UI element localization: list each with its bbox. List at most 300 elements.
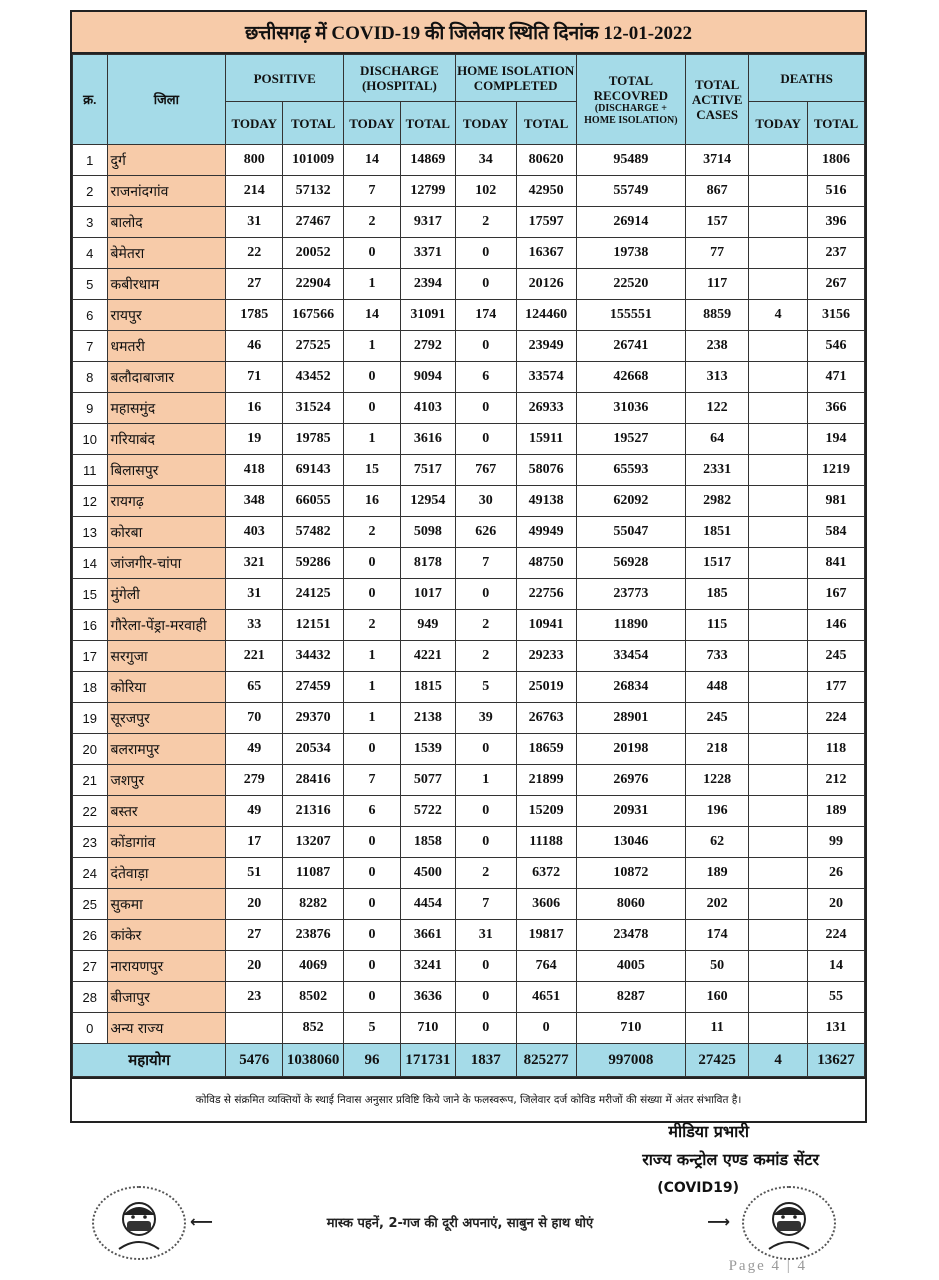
value-cell: 7 [344, 176, 401, 207]
serial-cell: 25 [73, 889, 108, 920]
value-cell: 471 [808, 362, 865, 393]
value-cell [749, 238, 808, 269]
value-cell: 238 [686, 331, 749, 362]
serial-cell: 19 [73, 703, 108, 734]
value-cell: 852 [283, 1013, 344, 1044]
district-cell: बेमेतरा [107, 238, 226, 269]
table-row [73, 827, 865, 858]
table-row [73, 703, 865, 734]
value-cell: 157 [686, 207, 749, 238]
value-cell: 115 [686, 610, 749, 641]
active-cases-header: TOTAL ACTIVE CASES [686, 55, 749, 145]
value-cell: 841 [808, 548, 865, 579]
value-cell: 25019 [516, 672, 576, 703]
value-cell: 4 [749, 300, 808, 331]
value-cell [749, 672, 808, 703]
table-row [73, 796, 865, 827]
value-cell: 3661 [400, 920, 455, 951]
value-cell [749, 796, 808, 827]
value-cell [749, 610, 808, 641]
recovered-header: TOTAL RECOVRED (DISCHARGE + HOME ISOLATION) [576, 55, 686, 145]
district-cell: कोरिया [107, 672, 226, 703]
value-cell: 3636 [400, 982, 455, 1013]
value-cell: 1815 [400, 672, 455, 703]
value-cell: 767 [455, 455, 516, 486]
value-cell: 1 [455, 765, 516, 796]
value-cell: 26763 [516, 703, 576, 734]
value-cell: 26914 [576, 207, 686, 238]
district-cell: बस्तर [107, 796, 226, 827]
district-cell: बलरामपुर [107, 734, 226, 765]
value-cell: 11188 [516, 827, 576, 858]
total-cell: 96 [344, 1044, 401, 1077]
value-cell [749, 207, 808, 238]
table-row [73, 455, 865, 486]
value-cell: 23773 [576, 579, 686, 610]
value-cell: 31524 [283, 393, 344, 424]
home-today-header: TODAY [455, 102, 516, 145]
value-cell: 57482 [283, 517, 344, 548]
mask-face-left-icon [92, 1186, 186, 1260]
district-cell: बीजापुर [107, 982, 226, 1013]
total-cell: 825277 [516, 1044, 576, 1077]
value-cell: 3241 [400, 951, 455, 982]
value-cell: 20 [226, 951, 283, 982]
serial-cell: 15 [73, 579, 108, 610]
value-cell: 30 [455, 486, 516, 517]
value-cell: 2 [455, 207, 516, 238]
value-cell: 16367 [516, 238, 576, 269]
value-cell: 710 [576, 1013, 686, 1044]
value-cell: 19738 [576, 238, 686, 269]
value-cell: 5 [455, 672, 516, 703]
value-cell: 221 [226, 641, 283, 672]
serial-cell: 1 [73, 145, 108, 176]
district-cell: बालोद [107, 207, 226, 238]
value-cell: 6 [344, 796, 401, 827]
value-cell: 0 [455, 827, 516, 858]
slogan-text: मास्क पहनें, 2-गज की दूरी अपनाएं, साबुन से हाथ धोएं [326, 1215, 594, 1231]
value-cell: 0 [344, 858, 401, 889]
value-cell: 20 [226, 889, 283, 920]
value-cell: 267 [808, 269, 865, 300]
value-cell: 19 [226, 424, 283, 455]
value-cell: 1 [344, 641, 401, 672]
value-cell [749, 548, 808, 579]
value-cell: 28901 [576, 703, 686, 734]
signature-line2: राज्य कन्ट्रोल एण्ड कमांड सेंटर [642, 1150, 819, 1169]
value-cell: 0 [455, 951, 516, 982]
table-row [73, 920, 865, 951]
value-cell: 0 [455, 579, 516, 610]
value-cell: 33454 [576, 641, 686, 672]
table-row [73, 858, 865, 889]
serial-cell: 6 [73, 300, 108, 331]
value-cell: 19817 [516, 920, 576, 951]
value-cell: 4221 [400, 641, 455, 672]
value-cell: 23949 [516, 331, 576, 362]
value-cell: 15911 [516, 424, 576, 455]
value-cell: 58076 [516, 455, 576, 486]
discharge-total-header: TOTAL [400, 102, 455, 145]
value-cell: 26976 [576, 765, 686, 796]
value-cell: 0 [344, 362, 401, 393]
value-cell [749, 703, 808, 734]
value-cell: 174 [686, 920, 749, 951]
value-cell: 65 [226, 672, 283, 703]
value-cell: 55047 [576, 517, 686, 548]
table-row [73, 331, 865, 362]
district-cell: अन्य राज्य [107, 1013, 226, 1044]
discharge-today-header: TODAY [344, 102, 401, 145]
serial-cell: 16 [73, 610, 108, 641]
value-cell: 0 [344, 889, 401, 920]
table-row [73, 269, 865, 300]
value-cell: 69143 [283, 455, 344, 486]
total-cell: 171731 [400, 1044, 455, 1077]
value-cell: 710 [400, 1013, 455, 1044]
value-cell: 23 [226, 982, 283, 1013]
value-cell [749, 889, 808, 920]
value-cell: 16 [344, 486, 401, 517]
value-cell: 0 [344, 548, 401, 579]
value-cell: 19527 [576, 424, 686, 455]
value-cell: 10941 [516, 610, 576, 641]
value-cell: 0 [344, 238, 401, 269]
value-cell: 0 [344, 827, 401, 858]
value-cell: 626 [455, 517, 516, 548]
value-cell: 800 [226, 145, 283, 176]
table-row [73, 424, 865, 455]
value-cell: 20 [808, 889, 865, 920]
value-cell: 122 [686, 393, 749, 424]
total-cell: 27425 [686, 1044, 749, 1077]
value-cell: 448 [686, 672, 749, 703]
signature-line3: (COVID19) [657, 1180, 739, 1196]
value-cell: 31091 [400, 300, 455, 331]
value-cell: 20931 [576, 796, 686, 827]
value-cell: 2138 [400, 703, 455, 734]
total-cell: 1038060 [283, 1044, 344, 1077]
value-cell: 2 [455, 610, 516, 641]
value-cell: 55 [808, 982, 865, 1013]
value-cell: 0 [455, 331, 516, 362]
mask-face-right-icon [742, 1186, 836, 1260]
district-cell: कबीरधाम [107, 269, 226, 300]
value-cell: 34432 [283, 641, 344, 672]
total-cell: 1837 [455, 1044, 516, 1077]
value-cell: 1806 [808, 145, 865, 176]
value-cell: 49138 [516, 486, 576, 517]
table-row [73, 889, 865, 920]
value-cell: 14 [808, 951, 865, 982]
value-cell [749, 982, 808, 1013]
value-cell: 202 [686, 889, 749, 920]
deaths-header: DEATHS [749, 55, 865, 102]
value-cell: 4069 [283, 951, 344, 982]
value-cell [749, 331, 808, 362]
value-cell: 0 [344, 579, 401, 610]
value-cell: 22904 [283, 269, 344, 300]
district-cell: गौरेला-पेंड्रा-मरवाही [107, 610, 226, 641]
value-cell: 15209 [516, 796, 576, 827]
value-cell: 17597 [516, 207, 576, 238]
value-cell: 64 [686, 424, 749, 455]
table-row [73, 393, 865, 424]
value-cell: 0 [455, 796, 516, 827]
district-cell: दुर्ग [107, 145, 226, 176]
value-cell: 27467 [283, 207, 344, 238]
value-cell: 11890 [576, 610, 686, 641]
value-cell: 50 [686, 951, 749, 982]
value-cell: 21899 [516, 765, 576, 796]
deaths-today-header: TODAY [749, 102, 808, 145]
value-cell: 0 [455, 1013, 516, 1044]
serial-cell: 2 [73, 176, 108, 207]
positive-header: POSITIVE [226, 55, 344, 102]
value-cell: 0 [455, 982, 516, 1013]
value-cell: 102 [455, 176, 516, 207]
value-cell: 1017 [400, 579, 455, 610]
value-cell: 0 [344, 734, 401, 765]
value-cell: 279 [226, 765, 283, 796]
serial-cell: 5 [73, 269, 108, 300]
value-cell: 131 [808, 1013, 865, 1044]
value-cell: 12799 [400, 176, 455, 207]
value-cell: 4454 [400, 889, 455, 920]
district-cell: सूरजपुर [107, 703, 226, 734]
value-cell: 8060 [576, 889, 686, 920]
serial-cell: 13 [73, 517, 108, 548]
value-cell: 26741 [576, 331, 686, 362]
covid-district-report [70, 10, 867, 1123]
value-cell: 27 [226, 269, 283, 300]
footnote: कोविड से संक्रमित व्यक्तियों के स्थाई निवास अनुसार प्रविष्टि किये जाने के फलस्वरूप, जिलेवार दर्ज कोविड मरीजों की संख्या में अंतर संभावित है। [72, 1077, 865, 1121]
value-cell: 101009 [283, 145, 344, 176]
home-isolation-header: HOME ISOLATION COMPLETED [455, 55, 576, 102]
value-cell: 20198 [576, 734, 686, 765]
district-cell: कोंडागांव [107, 827, 226, 858]
district-cell: जांजगीर-चांपा [107, 548, 226, 579]
district-cell: महासमुंद [107, 393, 226, 424]
value-cell: 418 [226, 455, 283, 486]
positive-total-header: TOTAL [283, 102, 344, 145]
value-cell: 46 [226, 331, 283, 362]
value-cell: 7 [455, 548, 516, 579]
discharge-header: DISCHARGE (HOSPITAL) [344, 55, 456, 102]
value-cell: 20534 [283, 734, 344, 765]
value-cell: 43452 [283, 362, 344, 393]
value-cell: 867 [686, 176, 749, 207]
table-row [73, 176, 865, 207]
value-cell: 224 [808, 703, 865, 734]
value-cell: 8178 [400, 548, 455, 579]
value-cell: 13207 [283, 827, 344, 858]
value-cell: 6 [455, 362, 516, 393]
value-cell: 99 [808, 827, 865, 858]
serial-cell: 11 [73, 455, 108, 486]
value-cell [749, 362, 808, 393]
value-cell: 4500 [400, 858, 455, 889]
value-cell: 1228 [686, 765, 749, 796]
value-cell [749, 579, 808, 610]
value-cell: 1539 [400, 734, 455, 765]
grand-total-label: महायोग [73, 1044, 226, 1077]
value-cell: 18659 [516, 734, 576, 765]
value-cell: 245 [808, 641, 865, 672]
value-cell: 1 [344, 424, 401, 455]
arrow-left-icon: ⟵ [190, 1212, 213, 1231]
value-cell [749, 827, 808, 858]
serial-cell: 14 [73, 548, 108, 579]
arrow-right-icon: ⟶ [707, 1212, 730, 1231]
value-cell: 15 [344, 455, 401, 486]
serial-cell: 27 [73, 951, 108, 982]
district-cell: मुंगेली [107, 579, 226, 610]
value-cell: 214 [226, 176, 283, 207]
value-cell: 5 [344, 1013, 401, 1044]
value-cell: 14 [344, 300, 401, 331]
table-body [73, 145, 865, 1044]
serial-cell: 20 [73, 734, 108, 765]
value-cell: 2394 [400, 269, 455, 300]
value-cell: 24125 [283, 579, 344, 610]
value-cell: 49 [226, 734, 283, 765]
table-row [73, 579, 865, 610]
value-cell: 1 [344, 672, 401, 703]
value-cell: 245 [686, 703, 749, 734]
value-cell: 22520 [576, 269, 686, 300]
district-cell: बलौदाबाजार [107, 362, 226, 393]
value-cell: 49 [226, 796, 283, 827]
value-cell: 0 [455, 238, 516, 269]
serial-cell: 23 [73, 827, 108, 858]
value-cell: 2331 [686, 455, 749, 486]
value-cell [749, 765, 808, 796]
value-cell: 27525 [283, 331, 344, 362]
mask-person-icon [759, 1195, 819, 1251]
value-cell: 22756 [516, 579, 576, 610]
table-row [73, 517, 865, 548]
value-cell: 80620 [516, 145, 576, 176]
serial-cell: 4 [73, 238, 108, 269]
value-cell: 516 [808, 176, 865, 207]
value-cell: 23478 [576, 920, 686, 951]
value-cell: 7 [455, 889, 516, 920]
value-cell: 11087 [283, 858, 344, 889]
district-cell: कोरबा [107, 517, 226, 548]
value-cell: 189 [808, 796, 865, 827]
value-cell: 16 [226, 393, 283, 424]
value-cell: 51 [226, 858, 283, 889]
serial-cell: 7 [73, 331, 108, 362]
value-cell: 29233 [516, 641, 576, 672]
table-row [73, 672, 865, 703]
value-cell: 11 [686, 1013, 749, 1044]
value-cell: 48750 [516, 548, 576, 579]
positive-today-header: TODAY [226, 102, 283, 145]
value-cell [749, 145, 808, 176]
value-cell: 174 [455, 300, 516, 331]
value-cell: 34 [455, 145, 516, 176]
district-header: जिला [107, 55, 226, 145]
value-cell: 237 [808, 238, 865, 269]
total-cell: 5476 [226, 1044, 283, 1077]
value-cell: 27 [226, 920, 283, 951]
value-cell: 366 [808, 393, 865, 424]
value-cell [749, 455, 808, 486]
value-cell: 949 [400, 610, 455, 641]
serial-cell: 18 [73, 672, 108, 703]
value-cell: 146 [808, 610, 865, 641]
value-cell: 6372 [516, 858, 576, 889]
value-cell: 0 [344, 951, 401, 982]
value-cell: 2 [344, 517, 401, 548]
value-cell [749, 734, 808, 765]
value-cell: 155551 [576, 300, 686, 331]
value-cell: 1517 [686, 548, 749, 579]
value-cell: 62092 [576, 486, 686, 517]
table-row [73, 641, 865, 672]
value-cell: 19785 [283, 424, 344, 455]
value-cell: 28416 [283, 765, 344, 796]
value-cell: 42668 [576, 362, 686, 393]
value-cell [749, 486, 808, 517]
district-cell: रायगढ़ [107, 486, 226, 517]
value-cell: 2 [455, 858, 516, 889]
table-row [73, 765, 865, 796]
report-title: छत्तीसगढ़ में COVID-19 की जिलेवार स्थिति दिनांक 12-01-2022 [72, 12, 865, 54]
safety-slogan [190, 1212, 730, 1231]
district-table [72, 54, 865, 1077]
district-cell: नारायणपुर [107, 951, 226, 982]
table-row [73, 238, 865, 269]
value-cell: 65593 [576, 455, 686, 486]
serial-cell: 10 [73, 424, 108, 455]
value-cell: 8502 [283, 982, 344, 1013]
value-cell: 62 [686, 827, 749, 858]
district-cell: धमतरी [107, 331, 226, 362]
value-cell: 0 [344, 982, 401, 1013]
value-cell: 39 [455, 703, 516, 734]
serial-cell: 22 [73, 796, 108, 827]
value-cell: 4005 [576, 951, 686, 982]
value-cell: 2 [455, 641, 516, 672]
deaths-total-header: TOTAL [808, 102, 865, 145]
district-cell: सरगुजा [107, 641, 226, 672]
serial-cell: 8 [73, 362, 108, 393]
table-row [73, 734, 865, 765]
value-cell: 5098 [400, 517, 455, 548]
value-cell [749, 920, 808, 951]
value-cell: 3606 [516, 889, 576, 920]
table-row [73, 362, 865, 393]
value-cell: 2982 [686, 486, 749, 517]
value-cell: 31 [455, 920, 516, 951]
value-cell: 33 [226, 610, 283, 641]
table-row [73, 610, 865, 641]
serial-cell: 26 [73, 920, 108, 951]
value-cell: 22 [226, 238, 283, 269]
value-cell: 23876 [283, 920, 344, 951]
value-cell: 8287 [576, 982, 686, 1013]
value-cell: 26834 [576, 672, 686, 703]
value-cell: 3371 [400, 238, 455, 269]
value-cell: 49949 [516, 517, 576, 548]
value-cell: 26933 [516, 393, 576, 424]
value-cell: 31 [226, 579, 283, 610]
serial-cell: 24 [73, 858, 108, 889]
